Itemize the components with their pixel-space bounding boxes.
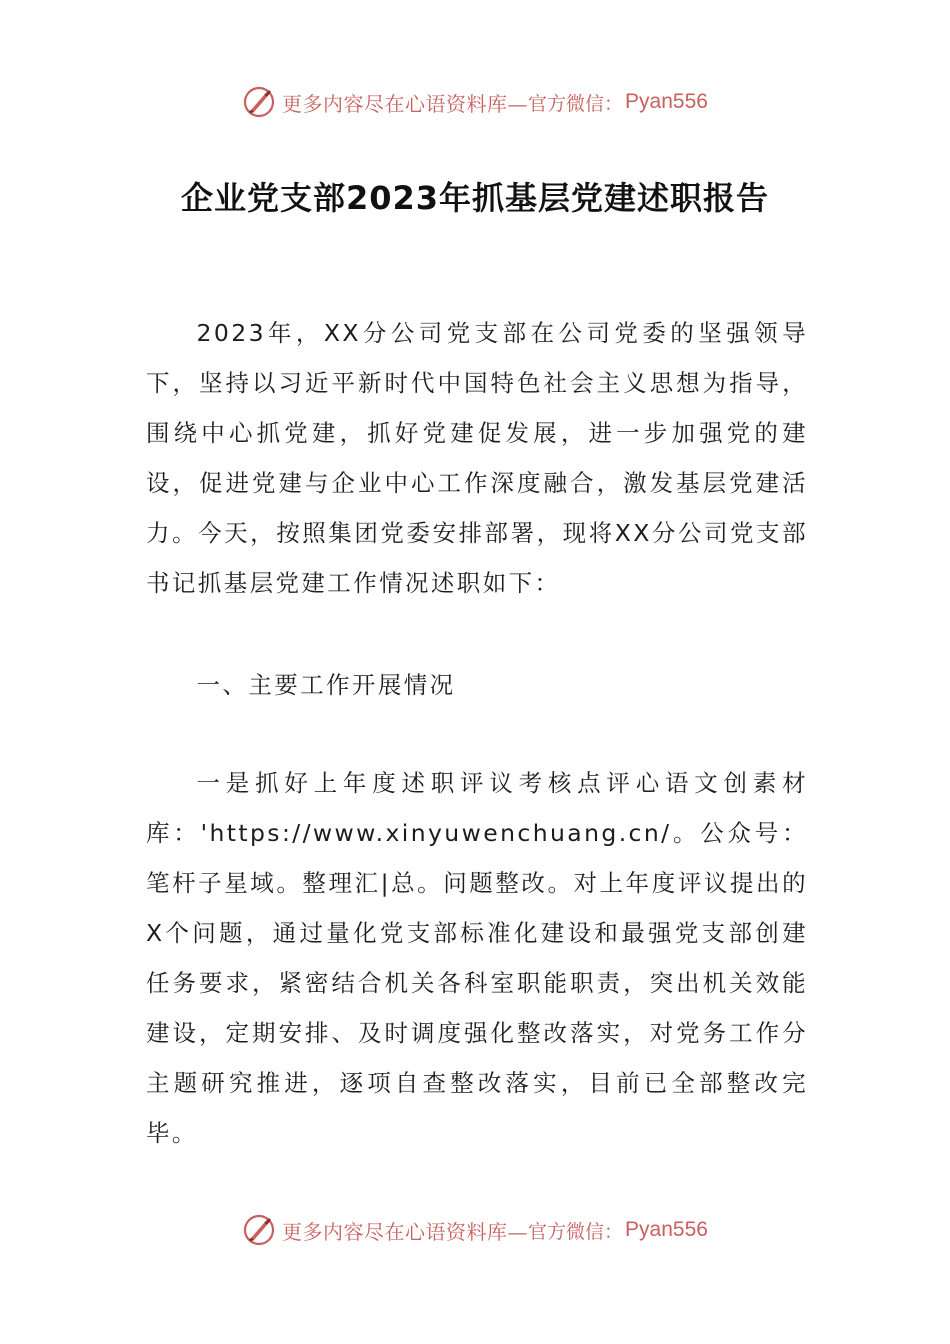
item-one-paragraph: 一是抓好上年度述职评议考核点评心语文创素材库：'https://www.xinyuwenchuang.cn/。公众号：笔杆子星域。整理汇|总。问题整改。对上年度评议提出的X个问题，通过量化党支部标准化建设和最强党支部创建任务要求，紧密结合机关各科室职能职责，突出机关效能建设，定期安排、及时调度强化整改落实，对党务工作分主题研究推进，逐项自查整改落实，目前已全部整改完毕。 [146, 769, 808, 1147]
brush-logo-icon [242, 1213, 276, 1247]
banner-text: 更多内容尽在心语资料库— [282, 1219, 529, 1244]
banner-wechat-label: 官方微信： [528, 1220, 624, 1243]
banner-wechat-label: 官方微信： [528, 92, 624, 115]
intro-paragraph: 2023年，XX分公司党支部在公司党委的坚强领导下，坚持以习近平新时代中国特色社会主义思想为指导，围绕中心抓党建，抓好党建促发展，进一步加强党的建设，促进党建与企业中心工作深度融合，激发基层党建活力。今天，按照集团党委安排部署，现将XX分公司党支部书记抓基层党建工作情况述职如下： [146, 319, 808, 597]
banner-wechat-id: Pyan556 [625, 1218, 708, 1241]
section-heading: 一、主要工作开展情况 [196, 671, 456, 699]
document-title: 企业党支部2023年抓基层党建述职报告 [180, 179, 770, 217]
banner-wechat-id: Pyan556 [625, 90, 708, 113]
banner-text: 更多内容尽在心语资料库— [282, 91, 529, 116]
footer-watermark-banner [0, 1210, 950, 1250]
brush-logo-icon [242, 85, 276, 119]
header-watermark-banner [0, 82, 950, 122]
